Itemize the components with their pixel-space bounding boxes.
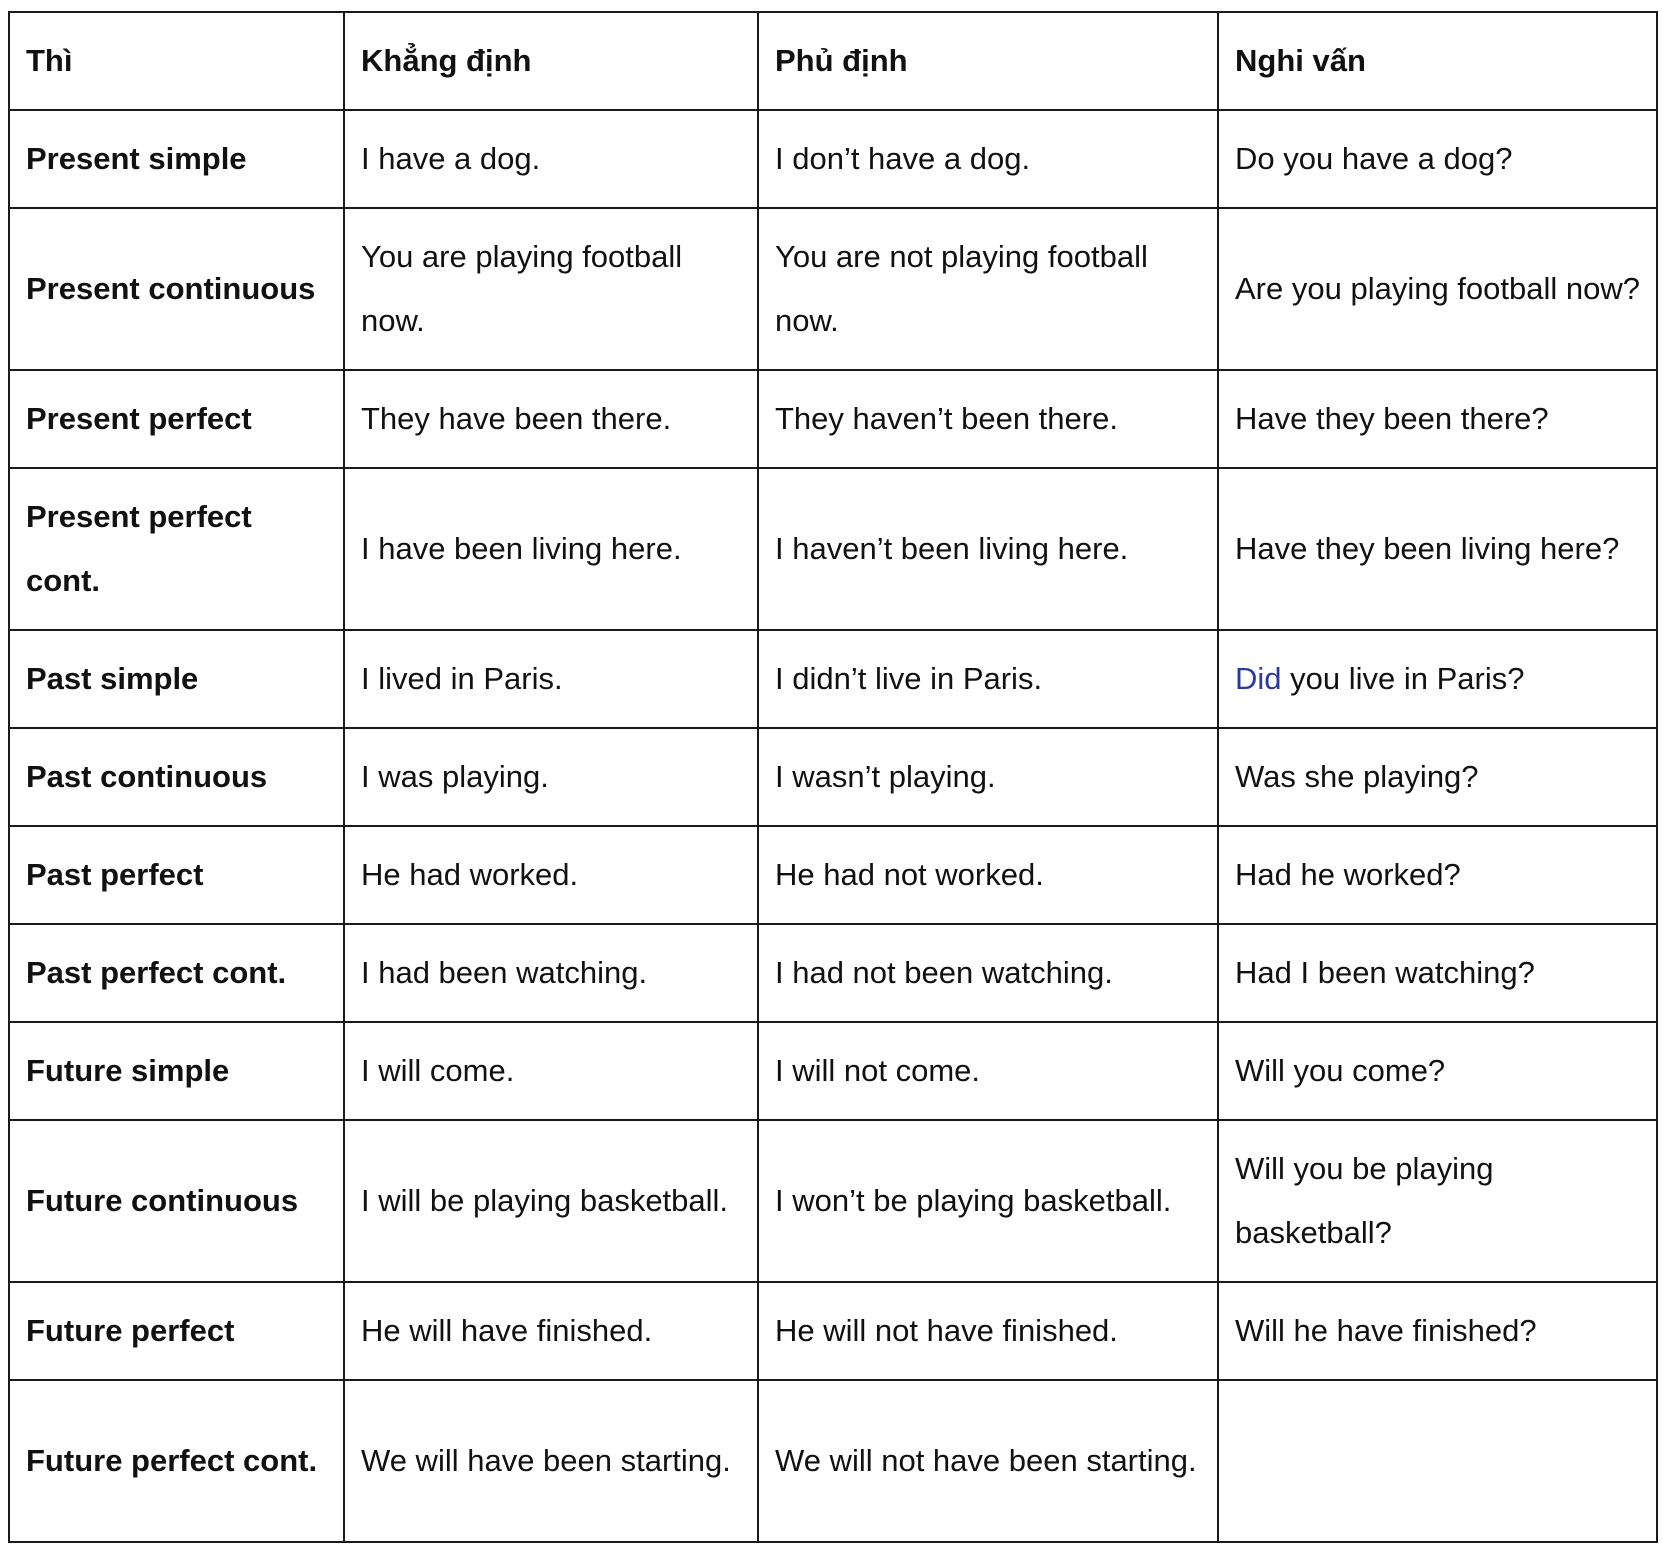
question-cell [1218, 630, 1657, 728]
negative-cell: He had not worked. [758, 826, 1218, 924]
table-row [9, 468, 1657, 630]
tense-cell: Future perfect [9, 1282, 344, 1380]
tense-cell: Present simple [9, 110, 344, 208]
tense-cell: Past perfect [9, 826, 344, 924]
question-cell: Had I been watching? [1218, 924, 1657, 1022]
tense-table [8, 11, 1658, 1543]
affirmative-cell: I will be playing basketball. [344, 1120, 758, 1282]
question-cell: Had he worked? [1218, 826, 1657, 924]
affirmative-cell: I lived in Paris. [344, 630, 758, 728]
affirmative-cell: I was playing. [344, 728, 758, 826]
negative-cell: I wasn’t playing. [758, 728, 1218, 826]
table-row [9, 924, 1657, 1022]
question-cell: Are you playing football now? [1218, 208, 1657, 370]
negative-cell: I don’t have a dog. [758, 110, 1218, 208]
tense-cell: Present perfect [9, 370, 344, 468]
affirmative-cell: We will have been starting. [344, 1380, 758, 1542]
negative-cell: I didn’t live in Paris. [758, 630, 1218, 728]
affirmative-cell: I will come. [344, 1022, 758, 1120]
table-row [9, 1282, 1657, 1380]
affirmative-cell: I had been watching. [344, 924, 758, 1022]
header-row [9, 12, 1657, 110]
question-cell: Will you come? [1218, 1022, 1657, 1120]
table-row [9, 208, 1657, 370]
table-row [9, 826, 1657, 924]
table-row [9, 728, 1657, 826]
header-affirmative: Khẳng định [344, 12, 758, 110]
affirmative-cell: You are playing football now. [344, 208, 758, 370]
tense-cell: Future simple [9, 1022, 344, 1120]
question-cell: Will you be playing basketball? [1218, 1120, 1657, 1282]
header-question: Nghi vấn [1218, 12, 1657, 110]
question-cell: Do you have a dog? [1218, 110, 1657, 208]
negative-cell: I haven’t been living here. [758, 468, 1218, 630]
question-cell: Have they been there? [1218, 370, 1657, 468]
negative-cell: He will not have finished. [758, 1282, 1218, 1380]
tense-cell: Future continuous [9, 1120, 344, 1282]
negative-cell: I had not been watching. [758, 924, 1218, 1022]
header-negative: Phủ định [758, 12, 1218, 110]
affirmative-cell: I have been living here. [344, 468, 758, 630]
table-row [9, 1380, 1657, 1542]
affirmative-cell: They have been there. [344, 370, 758, 468]
negative-cell: We will not have been starting. [758, 1380, 1218, 1542]
tense-cell: Present continuous [9, 208, 344, 370]
tense-cell: Present perfect cont. [9, 468, 344, 630]
affirmative-cell: He will have finished. [344, 1282, 758, 1380]
table-row [9, 110, 1657, 208]
negative-cell: I won’t be playing basketball. [758, 1120, 1218, 1282]
tense-cell: Past perfect cont. [9, 924, 344, 1022]
tense-cell: Past continuous [9, 728, 344, 826]
question-cell: Was she playing? [1218, 728, 1657, 826]
negative-cell: I will not come. [758, 1022, 1218, 1120]
tense-cell: Future perfect cont. [9, 1380, 344, 1542]
affirmative-cell: He had worked. [344, 826, 758, 924]
tense-cell: Past simple [9, 630, 344, 728]
table-row [9, 1022, 1657, 1120]
affirmative-cell: I have a dog. [344, 110, 758, 208]
question-cell: Will he have finished? [1218, 1282, 1657, 1380]
table-row [9, 630, 1657, 728]
question-cell: Have they been living here? [1218, 468, 1657, 630]
negative-cell: They haven’t been there. [758, 370, 1218, 468]
did-link[interactable]: Did [1235, 661, 1282, 696]
question-text: you live in Paris? [1281, 661, 1525, 696]
table-row [9, 370, 1657, 468]
question-cell [1218, 1380, 1657, 1542]
negative-cell: You are not playing football now. [758, 208, 1218, 370]
header-tense: Thì [9, 12, 344, 110]
table-row [9, 1120, 1657, 1282]
